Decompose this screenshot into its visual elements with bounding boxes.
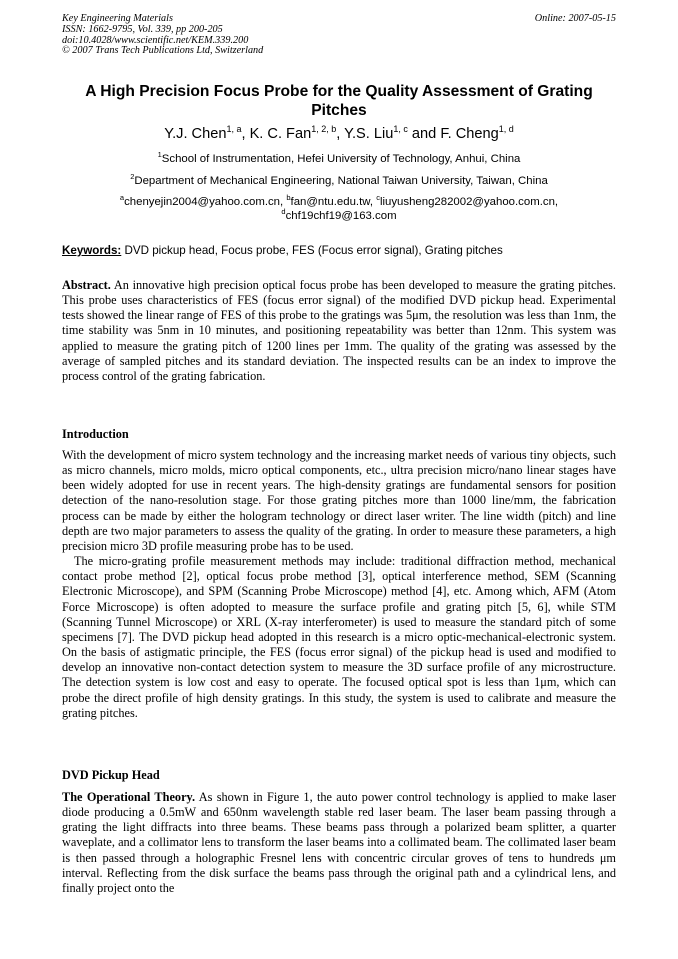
affiliation-1	[62, 152, 616, 166]
issn-line: ISSN: 1662-9795, Vol. 339, pp 200-205	[62, 23, 223, 35]
dvd-body	[62, 790, 616, 896]
paper-title: A High Precision Focus Probe for the Quality Assessment of Grating Pitches	[85, 83, 593, 119]
author-sep: ,	[241, 126, 250, 142]
email-sup: c	[376, 193, 380, 203]
paragraph: The micro-grating profile measurement methods may include: traditional diffraction method, mechanical contact probe method [2], optical focus probe method [3], optical interference method, SEM (Scanning Electronic Microscope), and SPM (Scanning Probe Microscope) method [4], etc. Among which, AFM (Atom Force Microscope) is often adopted to measure the surface profile and grating pitch [5, 6], while STM (Scanning Tunnel Microscope) or XRL (X-ray interferometer) is used to measure the standard pitch of some specimens [7]. The DVD pickup head adopted in this research is a micro optic-mechanical-electronic system. On the basis of astigmatic principle, the FES (focus error signal) of the pickup head is used and modified to develop an innovative non-contact detection system to measure the 3D surface profile of any microstructure. The detection system is low cost and easy to operate. The focused optical spot is less than 1μm, which can probe the direct profile of high density gratings. In this study, the system is used to calibrate and measure the grating pitches.	[62, 554, 616, 720]
abstract-label: Abstract.	[62, 278, 111, 292]
journal-name: Key Engineering Materials	[62, 13, 173, 24]
author-name: F. Cheng	[440, 126, 499, 142]
affiliation-2	[62, 174, 616, 188]
email-sup: d	[281, 207, 286, 217]
copyright-line: © 2007 Trans Tech Publications Ltd, Switzerland	[62, 45, 264, 57]
keywords-text: DVD pickup head, Focus probe, FES (Focus error signal), Grating pitches	[121, 244, 503, 257]
keywords-label: Keywords:	[62, 244, 122, 257]
author-name: Y.S. Liu	[344, 126, 394, 142]
journal-header	[62, 14, 616, 57]
email-sup: a	[119, 193, 125, 203]
paragraph: With the development of micro system technology and the increasing market needs of various tiny objects, such as micro channels, micro molds, micro optical components, etc., ultra precision micro/nano linear stages have been widely adopted for use in recent years. The high-density gratings are fundamental sensors for position detection of the nano-resolution stage. For those grating pitches more than 1000 line/mm, the fabrication process can be made by either the hologram technology or direct laser writer. The line width (pitch) and line depth are two major parameters to assess the quality of the grating. In order to measure these parameters, a high precision micro 3D profile measuring probe has to be used.	[62, 448, 616, 553]
email-text: chenyejin2004@yahoo.com.cn,	[124, 196, 287, 208]
author-sep: ,	[336, 126, 345, 142]
abstract	[62, 278, 616, 384]
doi-line: doi:10.4028/www.scientific.net/KEM.339.200	[62, 34, 249, 46]
paragraph-text: As shown in Figure 1, the auto power control technology is applied to make laser diode producing a 0.5mW and 650nm wavelength stable red laser beam. The laser beam passing through a grating the light diffracts into three beams. These beams pass through a polarized beam splitter, a quarter waveplate, and a collimator lens to transform the laser beams into a collimated beam. The collimated laser beam is then passed through a holographic Fresnel lens with concentric circular groves of tens to hundreds μm interval. Reflecting from the disk surface the beams pass through the original path and a cylindrical lens, and finally project onto the	[62, 790, 616, 895]
introduction-body	[62, 448, 616, 721]
author-sup: 1, 2, b	[311, 124, 337, 135]
email-text: fan@ntu.edu.tw,	[290, 196, 377, 208]
affiliation-sup: 1	[157, 150, 162, 160]
section-heading-dvd-pickup-head: DVD Pickup Head	[62, 768, 160, 782]
author-name: Y.J. Chen	[164, 126, 227, 142]
author-sep: and	[407, 126, 441, 142]
author-name: K. C. Fan	[249, 126, 312, 142]
email-text: liuyusheng282002@yahoo.com.cn,	[379, 196, 559, 208]
online-date: Online: 2007-05-15	[534, 13, 616, 24]
author-sup: 1, d	[498, 124, 514, 135]
affiliation-text: Department of Mechanical Engineering, National Taiwan University, Taiwan, China	[134, 175, 548, 187]
email-sup: b	[286, 193, 291, 203]
affiliation-sup: 2	[130, 172, 135, 182]
subsection-label: The Operational Theory.	[62, 790, 196, 804]
author-sup: 1, a	[226, 124, 242, 135]
author-emails	[62, 195, 616, 223]
author-sup: 1, c	[393, 124, 408, 135]
affiliation-text: School of Instrumentation, Hefei University of Technology, Anhui, China	[161, 153, 521, 165]
keywords-line	[62, 244, 616, 258]
author-list	[62, 125, 616, 143]
section-heading-introduction: Introduction	[62, 427, 129, 441]
abstract-text: An innovative high precision optical focus probe has been developed to measure the grating pitches. This probe uses characteristics of FES (focus error signal) of the modified DVD pickup head. Experimental tests showed the linear range of FES of this probe to the gratings was 5μm, the resolution was less than 1nm, the time stability was 5nm in 10 minutes, and positioning repeatability was better than 12nm. This system was applied to measure the grating pitch of 1200 lines per 1mm. The quality of the grating was assessed by the average of sampled pitches and its standard deviation. The inspected results can be an index to improve the process control of the grating fabrication.	[62, 278, 616, 383]
email-text: chf19chf19@163.com	[285, 210, 397, 222]
